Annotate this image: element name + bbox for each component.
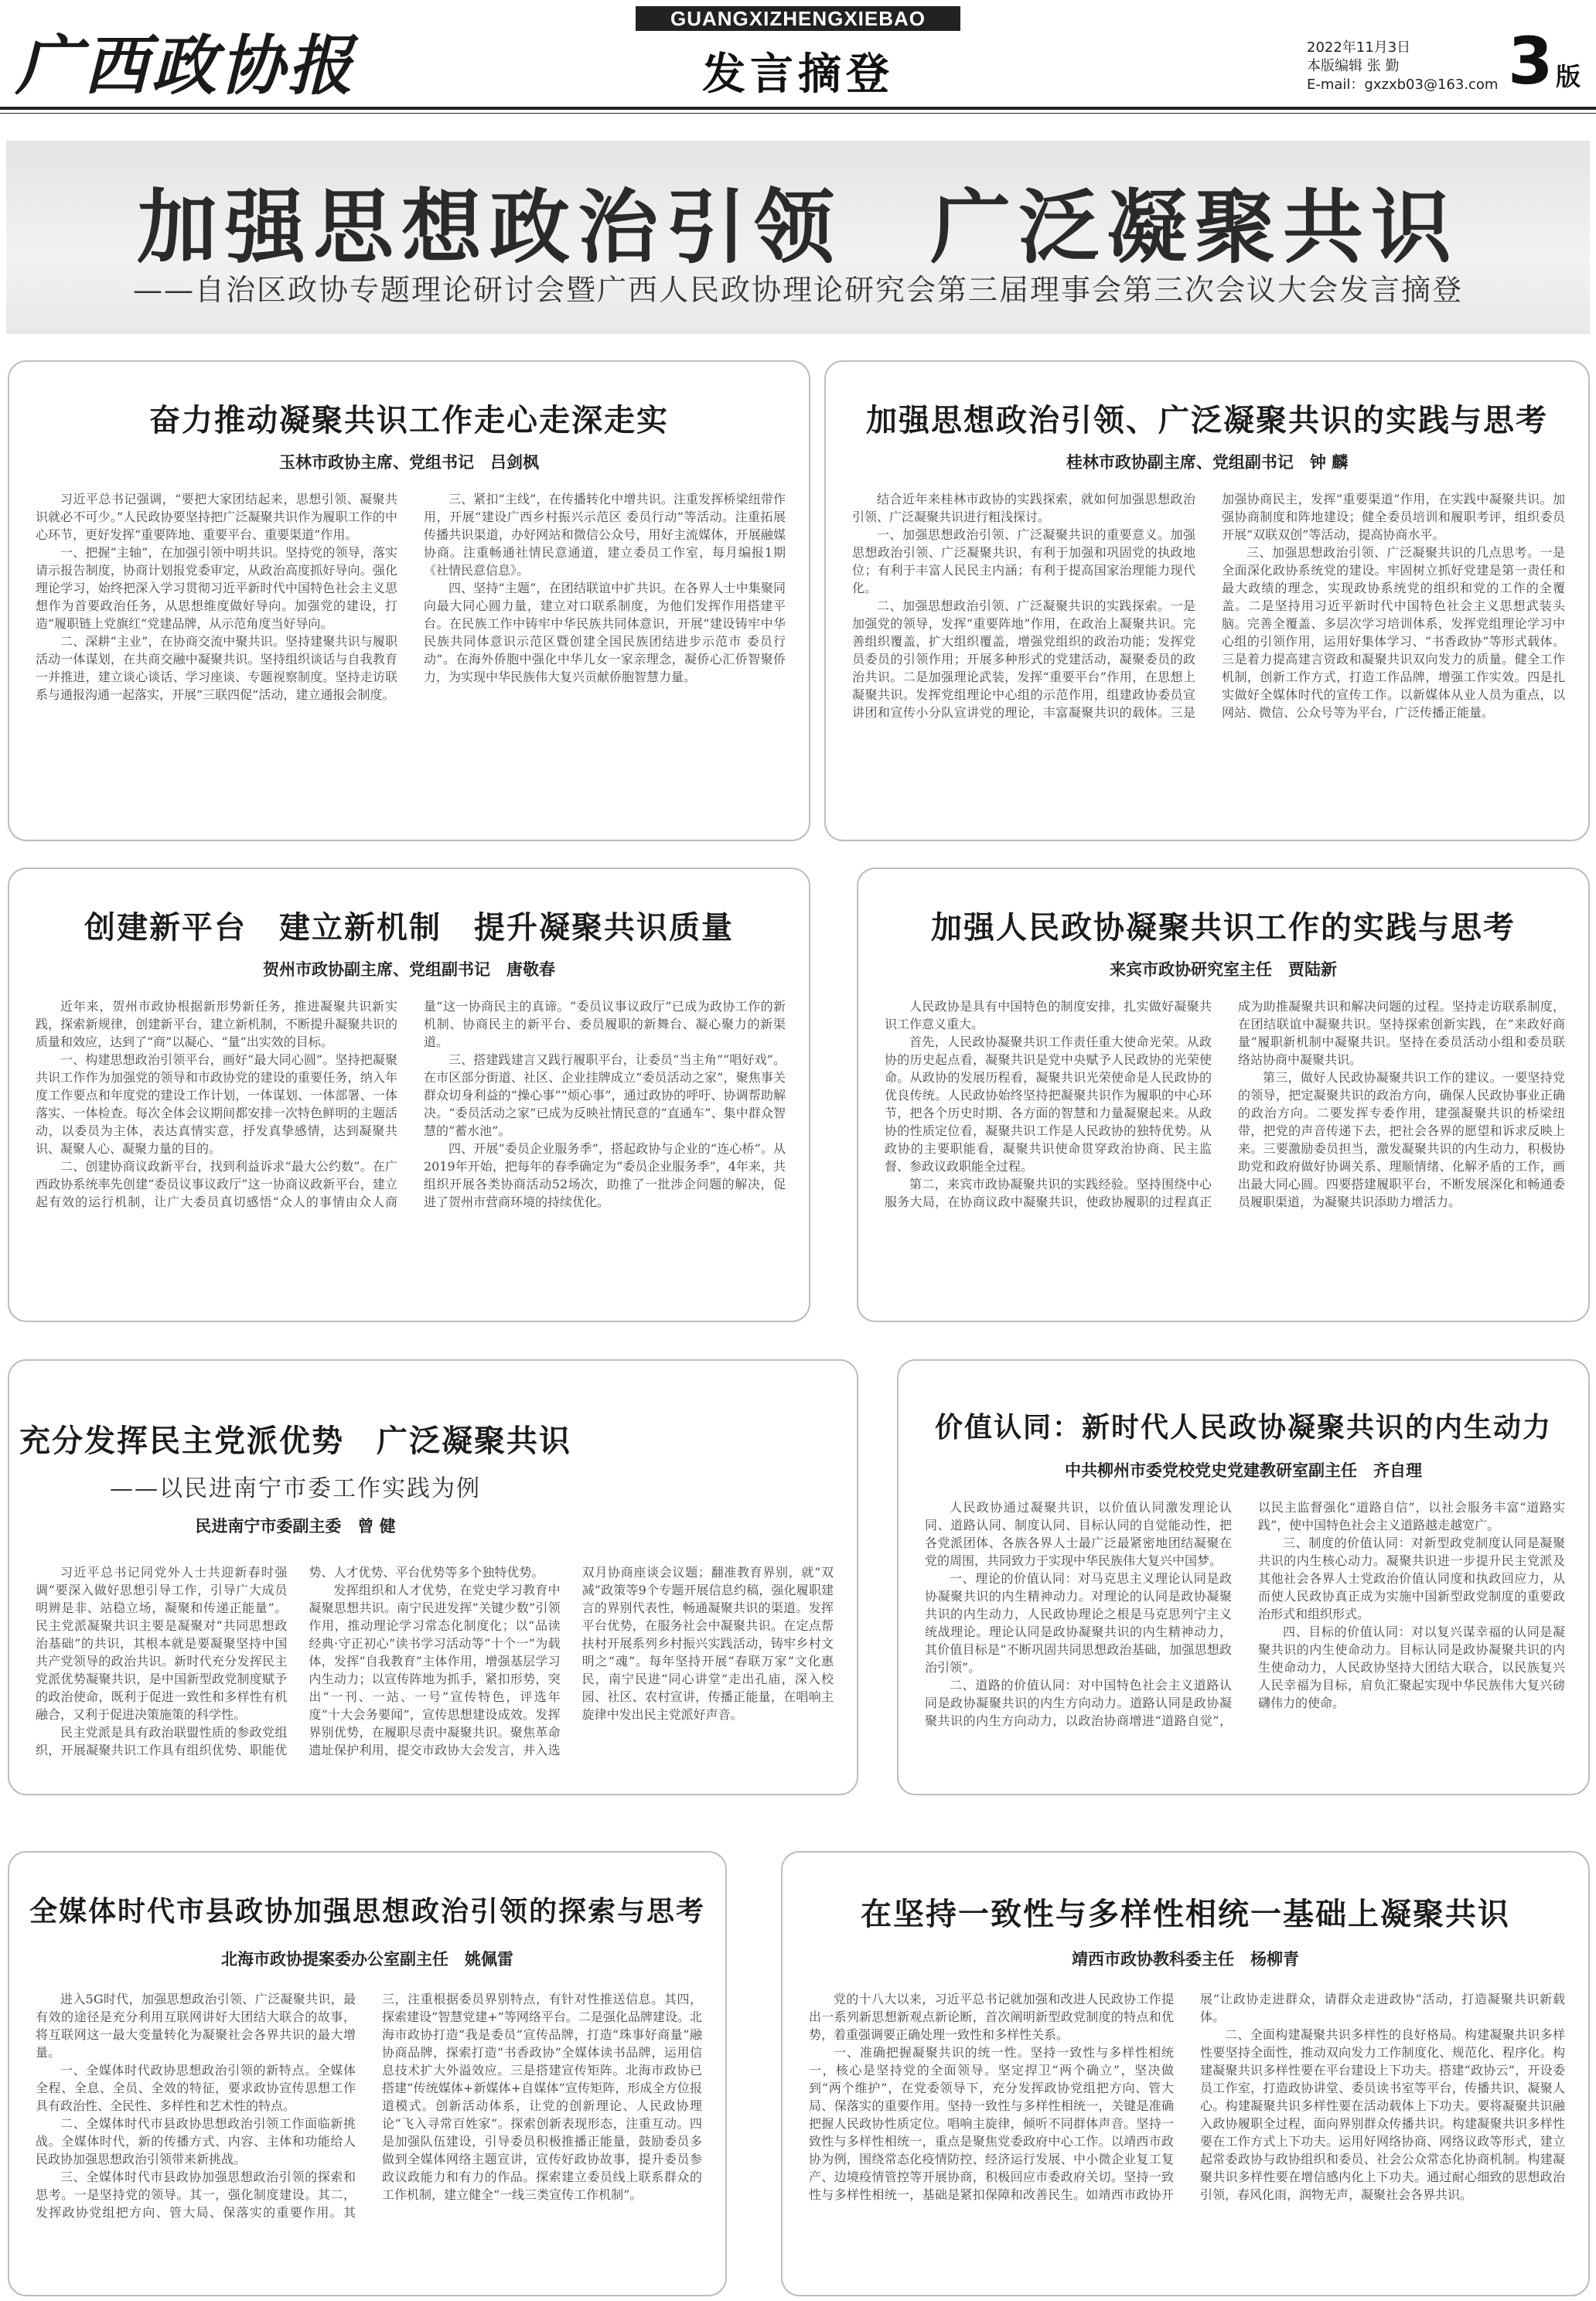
article-body: [852, 490, 1565, 823]
article-title: 全媒体时代市县政协加强思想政治引领的探索与思考: [29, 1895, 705, 1928]
masthead-rule-thin: [0, 113, 1596, 114]
article-guilin: [824, 360, 1590, 841]
article-beihai: [8, 1851, 727, 2296]
article-jingxi: [781, 1851, 1590, 2296]
paragraph: 习近平总书记同党外人士共迎新春时强调“要深入做好思想引导工作，引导广大成员明辨是非、站稳立场，凝聚和传递正能量”。民主党派凝聚共识主要是凝聚对“共同思想政治基础”的共识，其根本就是要凝聚坚持中国共产党领导的政治共识。新时代充分发挥民主党派优势凝聚共识，是中国新型政党制度赋予的政治使命，既利于促进一致性和多样性有机融合，又利于促进决策施策的科学性。: [36, 1565, 288, 1722]
issue-date: 2022年11月3日: [1307, 39, 1411, 56]
paragraph: 党的十八大以来，习近平总书记就加强和改进人民政协工作提出一系列新思想新观点新论断，首次阐明新型政党制度的特点和优势，着重强调要正确处理一致性和多样性关系。: [809, 1992, 1174, 2042]
paragraph: 四、目标的价值认同：对以复兴谋幸福的认同是凝聚共识的内生使命动力。目标认同是政协凝聚共识的内生使命动力，人民政协坚持大团结大联合，以民族复兴人民幸福为目标，肩负汇聚起实现中华民族伟大复兴磅礴伟力的使命。: [1258, 1624, 1565, 1710]
paragraph: 二、深耕“主业”，在协商交流中聚共识。坚持建聚共识与履职活动一体谋划，在共商交融中凝聚共识。坚持组织谈话与自我教育一并推进，建立谈心谈话、学习座谈、专题视察制度。坚持走访联系与通报沟通一起落实，开展“三联四促”活动，建立通报会制度。: [36, 634, 397, 702]
paragraph: 一、准确把握凝聚共识的统一性。坚持一致性与多样性相统一，核心是坚持党的全面领导。坚定捍卫“两个确立”，坚决做到“两个维护”，在党委领导下，充分发挥政协党组把方向、管大局、保落实的重要作用。坚持一致性与多样性相统一，关键是准确把握人民政协性质定位。唱响主旋律，倾听不同群体声音。坚持一致性与多样性相统一，重点是聚焦党委政府中心工作。以靖西市政协为例，围绕常态化疫情防控、经济运行发展、中小微企业复工复产、边境疫情管控等开展协商，积极回应市委政府关切。坚持一致性与多样性相统一，基础是紧扣保障和改善民生。如靖西市政协开展“让政协走进群众，请群众走进政协”活动，打造凝聚共识新载体。: [809, 1992, 1565, 2202]
page-editor: 本版编辑 张 勤: [1307, 58, 1400, 74]
paragraph: 人民政协是具有中国特色的制度安排，扎实做好凝聚共识工作意义重大。: [885, 999, 1212, 1031]
paragraph: 民主党派是具有政治联盟性质的参政党组织，开展凝聚共识工作具有组织优势、职能优势、人才优势、平台优势等多个独特优势。: [36, 1565, 544, 1757]
paragraph: 三、加强思想政治引领、广泛凝聚共识的几点思考。一是全面深化政协系统党的建设。牢固树立抓好党建是第一责任和最大政绩的理念，实现政协系统党的组织和党的工作的全覆盖。二是坚持用习近平新时代中国特色社会主义思想武装头脑。完善全覆盖、多层次学习培训体系，发挥党组理论学习中心组的引领作用，运用好集体学习、“书香政协”等形式载体。三是着力提高建言资政和凝聚共识双向发力的质量。健全工作机制，创新工作方式，打造工作品牌，增强工作实效。四是扎实做好全媒体时代的宣传工作。以新媒体从业人员为重点，以网站、微信、公众号等为平台，广泛传播正能量。: [1222, 545, 1565, 720]
article-body: [925, 1498, 1565, 1780]
page-unit: 版: [1556, 62, 1581, 91]
article-body: [36, 490, 786, 823]
paragraph: 第二，来宾市政协凝聚共识的实践经验。坚持围绕中心服务大局，在协商议政中凝聚共识，使政协履职的过程真正成为助推凝聚共识和解决问题的过程。坚持走访联系制度，在团结联谊中凝聚共识。坚持探索创新实践，在“来政好商量”履职新机制中凝聚共识。坚持在委员活动小组和委员联络站协商中凝聚共识。: [885, 999, 1565, 1209]
article-hezhou: [8, 868, 810, 1322]
paragraph: 二、道路的价值认同：对中国特色社会主义道路认同是政协凝聚共识的内生方向动力。道路认同是政协凝聚共识的内生方向动力，以政治协商增进“道路自觉”，以民主监督强化“道路自信”，以社会服务丰富“道路实践”，使中国特色社会主义道路越走越宽广。: [925, 1500, 1565, 1728]
paragraph: 二、创建协商议政新平台，找到利益诉求“最大公约数”。在广西政协系统率先创建“委员议事议政厅”这一协商议政新平台，建立起有效的运行机制，让广大委员真切感悟“众人的事情由众人商量”这一协商民主的真谛。“委员议事议政厅”已成为政协工作的新机制、协商民主的新平台、委员履职的新舞台、凝心聚力的新渠道。: [36, 999, 786, 1209]
paragraph: 一、全媒体时代政协思想政治引领的新特点。全媒体全程、全息、全员、全效的特征，要求政协宣传思想工作具有政治性、全民性、多样性和艺术性的特点。: [36, 2063, 356, 2113]
article-title: 加强思想政治引领、广泛凝聚共识的实践与思考: [866, 402, 1548, 438]
paragraph: 发挥组织和人才优势，在党史学习教育中凝聚思想共识。南宁民进发挥“关键少数”引领作用，推动理论学习常态化制度化；以“品读经典·守正初心”读书学习活动等“十个一”为载体，发挥“自我教育”主体作用，增强基层学习内生动力；以宣传阵地为抓手，紧扣形势，突出“一刊、一站、一号”宣传特色，评选年度“十大会务要闻”，宣传思想建设成效。发挥界别优势，在履职尽责中凝聚共识。聚焦革命遗址保护利用，提交市政协大会发言，并入选双月协商座谈会议题；翻准教育界别，就“双减”政策等9个专题开展信息约稿，强化履职建言的界别代表性，畅通凝聚共识的渠道。发挥平台优势，在服务社会中凝聚共识。在定点帮扶村开展系列乡村振兴实践活动，铸牢乡村文明之“魂”。每年坚持开展“春联万家”文化惠民，南宁民进“同心讲堂”走出孔庙，深入校园、社区、农村宣讲，传播正能量，在唱响主旋律中发出民主党派好声音。: [309, 1565, 834, 1757]
paragraph: 一、构建思想政治引领平台，画好“最大同心圆”。坚持把凝聚共识工作作为加强党的领导和市政协党的建设的重要任务，纳入年度工作要点和年度党的建设工作计划，一体谋划、一体部署、一体落实、一体检查。每次全体会议期间都安排一次特色鲜明的主题活动，以委员为主体，表达真情实意，抒发真挚感情，达到凝聚共识、凝聚人心、凝聚力量的目的。: [36, 1052, 397, 1156]
article-byline: 民进南宁市委副主委 曾 健: [195, 1517, 396, 1536]
paragraph: 三、全媒体时代市县政协加强思想政治引领的探索和思考。一是坚持党的领导。其一，强化制度建设。其二，发挥政协党组把方向、管大局、保落实的重要作用。其三，注重根据委员界别特点，有针对性推送信息。其四，探索建设“智慧党建+”等网络平台。二是强化品牌建设。北海市政协打造“我是委员”宣传品牌，打造“珠事好商量”融协商品牌，探索打造“书香政协”全媒体读书品牌，运用信息技术扩大外溢效应。三是搭建宣传矩阵。北海市政协已搭建“传统媒体+新媒体+自媒体”宣传矩阵，形成全方位报道模式。创新活动体系，让党的创新理论、人民政协理论“飞入寻常百姓家”。探索创新表现形态，注重互动。四是加强队伍建设，引导委员积极推播正能量，鼓励委员多做到全媒体网络主题宣讲，宣传好政协故事，提升委员参政议政能力和有力的作品。探索建立委员线上联系群众的工作机制，建立健全“一线三类宣传工作机制”。: [36, 1992, 702, 2220]
article-byline: 来宾市政协研究室主任 贾陆新: [1110, 960, 1337, 979]
article-byline: 桂林市政协副主席、党组副书记 钟 麟: [1066, 453, 1349, 472]
section-name: 发言摘登: [702, 49, 894, 100]
article-body: [809, 1990, 1565, 2284]
paragraph: 进入5G时代，加强思想政治引领、广泛凝聚共识，最有效的途径是充分利用互联网讲好大团结大联合的故事，将互联网这一最大变量转化为凝聚社会各界共识的最大增量。: [36, 1992, 356, 2060]
article-title: 创建新平台 建立新机制 提升凝聚共识质量: [84, 909, 734, 946]
article-byline: 玉林市政协主席、党组书记 吕剑枫: [279, 453, 539, 472]
paragraph: 近年来，贺州市政协根据新形势新任务，推进凝聚共识新实践，探索新规律，创建新平台，建立新机制，不断提升凝聚共识的质量和效应，达到了“商”以凝心、“量”出实效的目标。: [36, 999, 397, 1049]
article-title: 加强人民政协凝聚共识工作的实践与思考: [931, 909, 1516, 946]
paragraph: 二、加强思想政治引领、广泛凝聚共识的实践探索。一是加强党的领导，发挥“重要阵地”作用，在政治上凝聚共识。完善组织覆盖，扩大组织覆盖，增强党组织的政治功能；发挥党员委员的引领作用；开展多种形式的党建活动，凝聚委员的政治共识。二是加强理论武装，发挥“重要平台”作用，在思想上凝聚共识。发挥党组理论中心组的示范作用，组建政协委员宣讲团和宣传小分队宣讲党的理论，丰富凝聚共识的载体。三是加强协商民主，发挥“重要渠道”作用，在实践中凝聚共识。加强协商制度和阵地建设；健全委员培训和履职考评，组织委员开展“双联双创”等活动，提高协商水平。: [852, 492, 1565, 720]
article-body: [36, 1990, 702, 2284]
page-number: 3: [1508, 23, 1553, 99]
paragraph: 结合近年来桂林市政协的实践探索，就如何加强思想政治引领、广泛凝聚共识进行粗浅探讨。: [852, 492, 1195, 524]
paragraph: 二、全媒体时代市县政协思想政治引领工作面临新挑战。全媒体时代，新的传播方式、内容、主体和功能给人民政协加强思想政治引领带来新挑战。: [36, 2116, 356, 2166]
paragraph: 人民政协通过凝聚共识，以价值认同激发理论认同、道路认同、制度认同、目标认同的自觉能动性，把各党派团体、各族各界人士最广泛最紧密地团结凝聚在党的周围，共同致力于实现中华民族伟大复兴中国梦。: [925, 1500, 1232, 1568]
newspaper-logo: 广西政协报: [15, 27, 356, 104]
banner-title: 加强思想政治引领 广泛凝聚共识: [136, 180, 1459, 274]
article-body: [885, 997, 1565, 1307]
article-yulin: [8, 360, 810, 841]
paragraph: 四、坚持“主题”，在团结联谊中扩共识。在各界人士中集聚同向最大同心圆力量，建立对口联系制度，为他们发挥作用搭建平台。在民族工作中铸牢中华民族共同体意识，开展“建设铸牢中华民族共同体意识示范区暨创建全国民族团结进步示范市 委员行动”。在海外侨胞中强化中华儿女一家亲理念，凝侨心汇侨智聚侨力，为实现中华民族伟大复兴贡献侨胞智慧力量。: [424, 581, 786, 684]
pinyin-bar: GUANGXIZHENGXIEBAO: [636, 6, 960, 31]
article-liuzhou: [897, 1359, 1590, 1795]
article-title: 在坚持一致性与多样性相统一基础上凝聚共识: [861, 1896, 1510, 1932]
banner-subtitle: ——自治区政协专题理论研讨会暨广西人民政协理论研究会第三届理事会第三次会议大会发言摘登: [132, 273, 1463, 307]
masthead: [0, 0, 1596, 131]
article-title: 充分发挥民主党派优势 广泛凝聚共识: [19, 1423, 571, 1459]
paragraph: 三、紧扣“主线”，在传播转化中增共识。注重发挥桥梁纽带作用，开展“建设广西乡村振兴示范区 委员行动”等活动。注重拓展传播共识渠道，办好网站和微信公众号，用好主流媒体，开展融媒协商。注重畅通社情民意通道，建立委员工作室，每月编报1期《社情民意信息》。: [424, 492, 786, 578]
masthead-rule: [0, 107, 1596, 110]
article-nanning: [8, 1359, 858, 1795]
contact-email: E-mail：gxzxb03@163.com: [1307, 77, 1499, 93]
article-body: [36, 997, 786, 1307]
page-banner: [6, 141, 1590, 334]
article-laibin: [857, 868, 1590, 1322]
article-subtitle: ——以民进南宁市委工作实践为例: [110, 1475, 481, 1502]
article-byline: 贺州市政协副主席、党组副书记 唐敬春: [263, 960, 555, 979]
paragraph: 第三，做好人民政协凝聚共识工作的建议。一要坚持党的领导，把定凝聚共识的政治方向，确保人民政协事业正确的政治方向。二要发挥专委作用，建强凝聚共识的桥梁纽带，把党的声音传递下去，把社会各界的愿望和诉求反映上来。三要激励委员担当，激发凝聚共识的内生动力，积极协助党和政府做好协调关系、理顺情绪、化解矛盾的工作，画出最大同心圆。四要搭建履职平台，不断发展深化和畅通委员履职渠道，为凝聚共识添助力增活力。: [1238, 1070, 1565, 1209]
paragraph: 一、把握“主轴”，在加强引领中明共识。坚持党的领导，落实请示报告制度，协商计划报党委审定，从政治高度抓好导向。强化理论学习，始终把深入学习贯彻习近平新时代中国特色社会主义思想作为首要政治任务，从思想维度做好导向。加强党的建设，打造“履职链上党旗红”党建品牌，从示范角度当好导向。: [36, 545, 397, 631]
paragraph: 首先，人民政协凝聚共识工作责任重大使命光荣。从政协的历史起点看，凝聚共识是党中央赋予人民政协的光荣使命。从政协的发展历程看，凝聚共识光荣使命是人民政协的优良传统。人民政协始终坚持把凝聚共识作为履职的中心环节，把各个历史时期、各方面的智慧和力量凝聚起来。从政协的性质定位看，凝聚共识工作是人民政协的独特优势。从政协的主要职能看，凝聚共识使命贯穿政治协商、民主监督、参政议政职能全过程。: [885, 1035, 1212, 1174]
paragraph: 三、搭建践建言又践行履职平台，让委员“当主角”“唱好戏”。在市区部分街道、社区、企业挂牌成立“委员活动之家”，聚焦事关群众切身利益的“操心事”“烦心事”，通过政协的呼吁、协调帮助解决。“委员活动之家”已成为反映社情民意的“直通车”、集中群众智慧的“蓄水池”。: [424, 1052, 786, 1138]
article-body: [36, 1563, 834, 1783]
article-title: 奋力推动凝聚共识工作走心走深走实: [149, 402, 669, 438]
paragraph: 习近平总书记强调，“要把大家团结起来，思想引领、凝聚共识就必不可少。”人民政协要坚持把广泛凝聚共识作为履职工作的中心环节，更好发挥“重要阵地、重要平台、重要渠道”作用。: [36, 492, 397, 542]
paragraph: 四、开展“委员企业服务季”，搭起政协与企业的“连心桥”。从2019年开始，把每年的春季确定为“委员企业服务季”，4年来，共组织开展各类协商活动52场次，助推了一批涉企问题的解决，促进了贺州市营商环境的持续优化。: [424, 1141, 786, 1209]
paragraph: 二、全面构建凝聚共识多样性的良好格局。构建凝聚共识多样性要坚持全面性，推动双向发力工作制度化、规范化、程序化。构建凝聚共识多样性要在平台建设上下功夫。搭建“政协云”，开设委员工作室，打造政协讲堂、委员读书室等平台，传播共识，凝聚人心。构建凝聚共识多样性要在活动载体上下功夫。要将凝聚共识融入政协履职全过程，面向界别群众传播共识。构建凝聚共识多样性要在工作方式上下功夫。运用好网络协商、网络议政等形式，建立起常委政协与政协组织和委员、社会公众常态化协商机制。构建凝聚共识多样性要在增信感内化上下功夫。通过耐心细致的思想政治引领，春风化雨，润物无声，凝聚社会各界共识。: [1200, 2027, 1565, 2202]
article-byline: 中共柳州市委党校党史党建教研室副主任 齐自理: [1065, 1461, 1422, 1480]
paragraph: 一、加强思想政治引领、广泛凝聚共识的重要意义。加强思想政治引领、广泛凝聚共识，有利于加强和巩固党的执政地位；有利于丰富人民民主内涵；有利于提高国家治理能力现代化。: [852, 527, 1195, 595]
article-byline: 靖西市政协教科委主任 杨柳青: [1072, 1950, 1299, 1969]
paragraph: 一、理论的价值认同：对马克思主义理论认同是政协凝聚共识的内生精神动力。对理论的认同是政协凝聚共识的内生动力，人民政协理论之根是马克思列宁主义统战理论。理论认同是政协凝聚共识的内生精神动力，其价值目标是“不断巩固共同思想政治基础，加强思想政治引领”。: [925, 1571, 1232, 1675]
article-title: 价值认同：新时代人民政协凝聚共识的内生动力: [934, 1411, 1552, 1444]
issue-meta: [1307, 39, 1498, 94]
paragraph: 三、制度的价值认同：对新型政党制度认同是凝聚共识的内生核心动力。凝聚共识进一步提升民主党派及其他社会各界人士党政治价值认同度和执政回应力，从而使人民政协真正成为实施中国新型政党制度的重要政治形式和组织形式。: [1258, 1536, 1565, 1621]
article-byline: 北海市政协提案委办公室副主任 姚佩雷: [221, 1950, 513, 1969]
